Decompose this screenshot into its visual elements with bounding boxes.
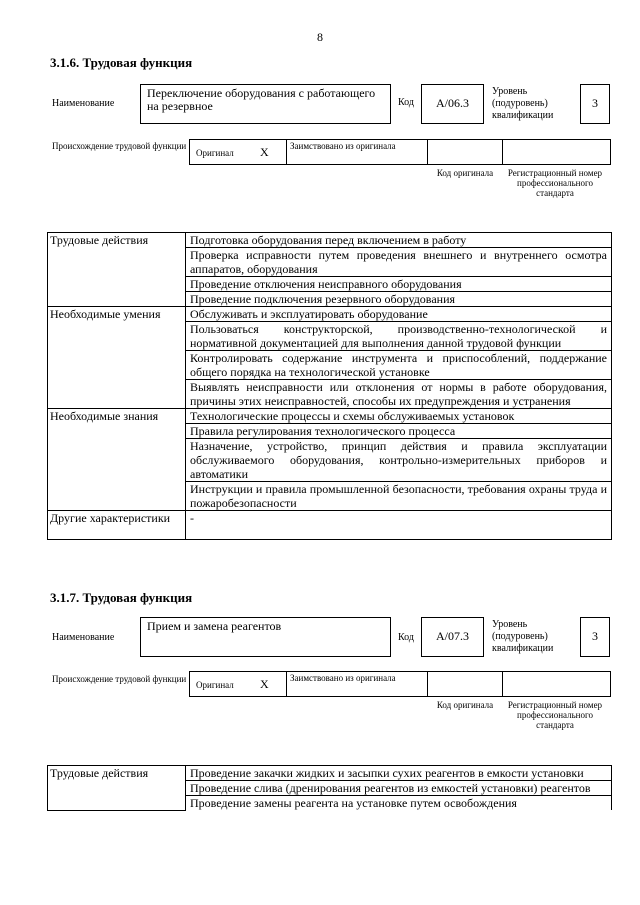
divider bbox=[286, 140, 287, 164]
table-cell: Обслуживать и эксплуатировать оборудование bbox=[186, 307, 612, 322]
divider bbox=[286, 672, 287, 696]
reg-number-caption: Регистрационный номер профессионального стандарта bbox=[507, 168, 603, 198]
page-number: 8 bbox=[317, 30, 323, 44]
category-cell: Трудовые действия bbox=[48, 766, 186, 811]
table-cell: Назначение, устройство, принцип действия и правила эксплуатации обслуживаемого оборудования, контрольно-измерительных приборов и автоматики bbox=[186, 439, 612, 482]
table-cell: Проведение слива (дренирования реагентов из емкостей установки) реагентов bbox=[186, 781, 612, 796]
table-cell: Правила регулирования технологического процесса bbox=[186, 424, 612, 439]
table-cell: Проведение закачки жидких и засыпки сухих реагентов в емкости установки bbox=[186, 766, 612, 781]
table-cell: Проверка исправности путем проведения внешнего и внутреннего осмотра аппаратов, оборудования bbox=[186, 248, 612, 277]
table-cell: Технологические процессы и схемы обслуживаемых установок bbox=[186, 409, 612, 424]
level-box bbox=[580, 617, 610, 657]
divider bbox=[427, 140, 428, 164]
code-box bbox=[421, 84, 484, 124]
function-code: А/06.3 bbox=[436, 96, 469, 110]
divider bbox=[427, 672, 428, 696]
divider bbox=[502, 672, 503, 696]
function-name: Переключение оборудования с работающего на резервное bbox=[147, 86, 376, 113]
level-value: 3 bbox=[592, 629, 598, 643]
function-code: А/07.3 bbox=[436, 629, 469, 643]
function-name-box bbox=[140, 84, 391, 124]
table-cell: Проведение отключения неисправного оборудования bbox=[186, 277, 612, 292]
origin-code-caption: Код оригинала bbox=[436, 700, 494, 710]
divider bbox=[502, 140, 503, 164]
code-box bbox=[421, 617, 484, 657]
section-title: 3.1.6. Трудовая функция bbox=[50, 55, 193, 70]
borrowed-label: Заимствовано из оригинала bbox=[290, 141, 396, 151]
table-cell: Инструкции и правила промышленной безопасности, требования охраны труда и пожаробезопасности bbox=[186, 482, 612, 511]
section-title: 3.1.7. Трудовая функция bbox=[50, 590, 193, 605]
code-label: Код bbox=[398, 97, 414, 108]
name-label: Наименование bbox=[52, 98, 115, 109]
category-cell: Необходимые знания bbox=[48, 409, 186, 511]
level-label: Уровень (подуровень) квалификации bbox=[492, 619, 554, 654]
original-mark: X bbox=[260, 677, 269, 691]
original-label: Оригинал bbox=[196, 148, 234, 158]
origin-row bbox=[189, 139, 611, 165]
function-name: Прием и замена реагентов bbox=[147, 619, 282, 633]
level-label: Уровень (подуровень) квалификации bbox=[492, 86, 554, 121]
code-label: Код bbox=[398, 632, 414, 643]
level-value: 3 bbox=[592, 96, 598, 110]
table-cell: Выявлять неисправности или отклонения от нормы в работе оборудования, причины этих неисправностей, способы их предупреждения и устранения bbox=[186, 380, 612, 409]
origin-label: Происхождение трудовой функции bbox=[52, 141, 187, 151]
function-table bbox=[47, 765, 612, 811]
function-table bbox=[47, 232, 612, 540]
table-cell: Проведение подключения резервного оборудования bbox=[186, 292, 612, 307]
original-label: Оригинал bbox=[196, 680, 234, 690]
table-cell: - bbox=[186, 511, 612, 540]
level-box bbox=[580, 84, 610, 124]
original-mark: X bbox=[260, 145, 269, 159]
table-cell: Контролировать содержание инструмента и приспособлений, поддержание общего порядка на технологической установке bbox=[186, 351, 612, 380]
origin-label: Происхождение трудовой функции bbox=[52, 674, 187, 684]
borrowed-label: Заимствовано из оригинала bbox=[290, 673, 396, 683]
table-cell: Пользоваться конструкторской, производственно-технологической и нормативной документацией для выполнения данной трудовой функции bbox=[186, 322, 612, 351]
reg-number-caption: Регистрационный номер профессионального стандарта bbox=[507, 700, 603, 730]
origin-row bbox=[189, 671, 611, 697]
table-cell: Проведение замены реагента на установке путем освобождения bbox=[186, 796, 612, 811]
table-cell: Подготовка оборудования перед включением в работу bbox=[186, 233, 612, 248]
category-cell: Необходимые умения bbox=[48, 307, 186, 409]
function-name-box bbox=[140, 617, 391, 657]
category-cell: Трудовые действия bbox=[48, 233, 186, 307]
category-cell: Другие характеристики bbox=[48, 511, 186, 540]
name-label: Наименование bbox=[52, 632, 115, 643]
origin-code-caption: Код оригинала bbox=[436, 168, 494, 178]
